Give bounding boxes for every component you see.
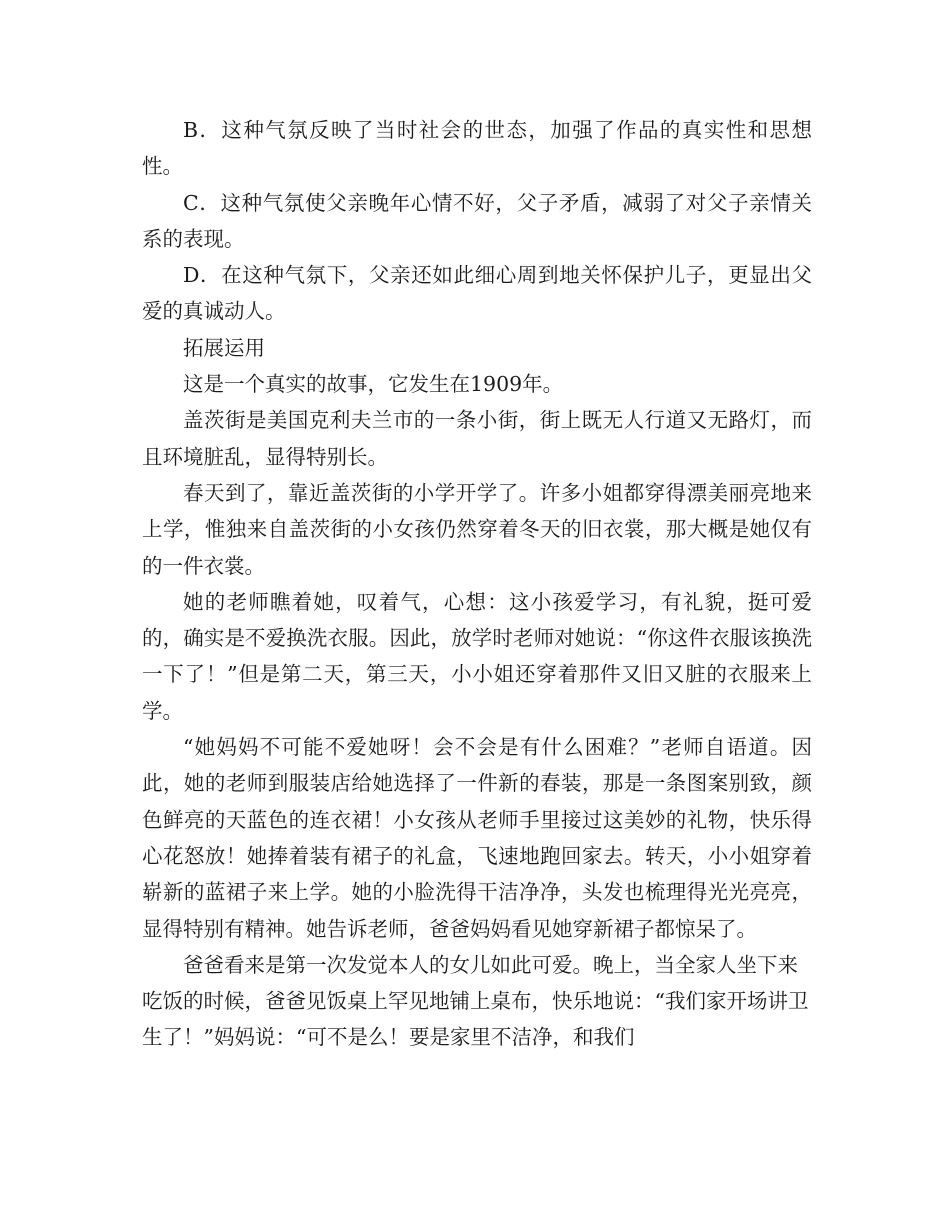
story-paragraph: 春天到了，靠近盖茨街的小学开学了。许多小姐都穿得漂美丽亮地来上学，惟独来自盖茨街的小女孩仍然穿着冬天的旧衣裳，那大概是她仅有的一件衣裳。 <box>142 480 812 578</box>
section-heading: 拓展运用 <box>183 335 265 360</box>
option-b-paragraph: B．这种气氛反映了当时社会的世态，加强了作品的真实性和思想性。 <box>142 118 812 179</box>
story-paragraph: 爸爸看来是第一次发觉本人的女儿如此可爱。晚上，当全家人坐下来吃饭的时候，爸爸见饭桌上罕见地铺上桌布，快乐地说：“我们家开场讲卫生了！”妈妈说：“可不是么！要是家里不洁净，和我们 <box>142 952 809 1050</box>
story-paragraph: 她的老师瞧着她，叹着气，心想：这小孩爱学习，有礼貌，挺可爱的，确实是不爱换洗衣服。因此，放学时老师对她说：“你这件衣服该换洗一下了！”但是第二天，第三天，小小姐还穿着那件又旧又脏的衣服来上学。 <box>142 589 812 723</box>
option-d-paragraph: D．在这种气氛下，父亲还如此细心周到地关怀保护儿子，更显出父爱的真诚动人。 <box>142 263 812 324</box>
option-c-paragraph: C．这种气氛使父亲晚年心情不好，父子矛盾，减弱了对父子亲情关系的表现。 <box>142 190 812 251</box>
document-body <box>142 112 812 1056</box>
story-paragraph: “她妈妈不可能不爱她呀！会不会是有什么困难？”老师自语道。因此，她的老师到服装店给她选择了一件新的春装，那是一条图案别致，颜色鲜亮的天蓝色的连衣裙！小女孩从老师手里接过这美妙的礼物，快乐得心花怒放！她捧着装有裙子的礼盒，飞速地跑回家去。转天，小小姐穿着崭新的蓝裙子来上学。她的小脸洗得干洁净净，头发也梳理得光光亮亮，显得特别有精神。她告诉老师，爸爸妈妈看见她穿新裙子都惊呆了。 <box>142 735 812 941</box>
story-paragraph: 这是一个真实的故事，它发生在1909年。 <box>183 372 564 397</box>
story-paragraph: 盖茨街是美国克利夫兰市的一条小街，街上既无人行道又无路灯，而且环境脏乱，显得特别长。 <box>142 408 812 469</box>
